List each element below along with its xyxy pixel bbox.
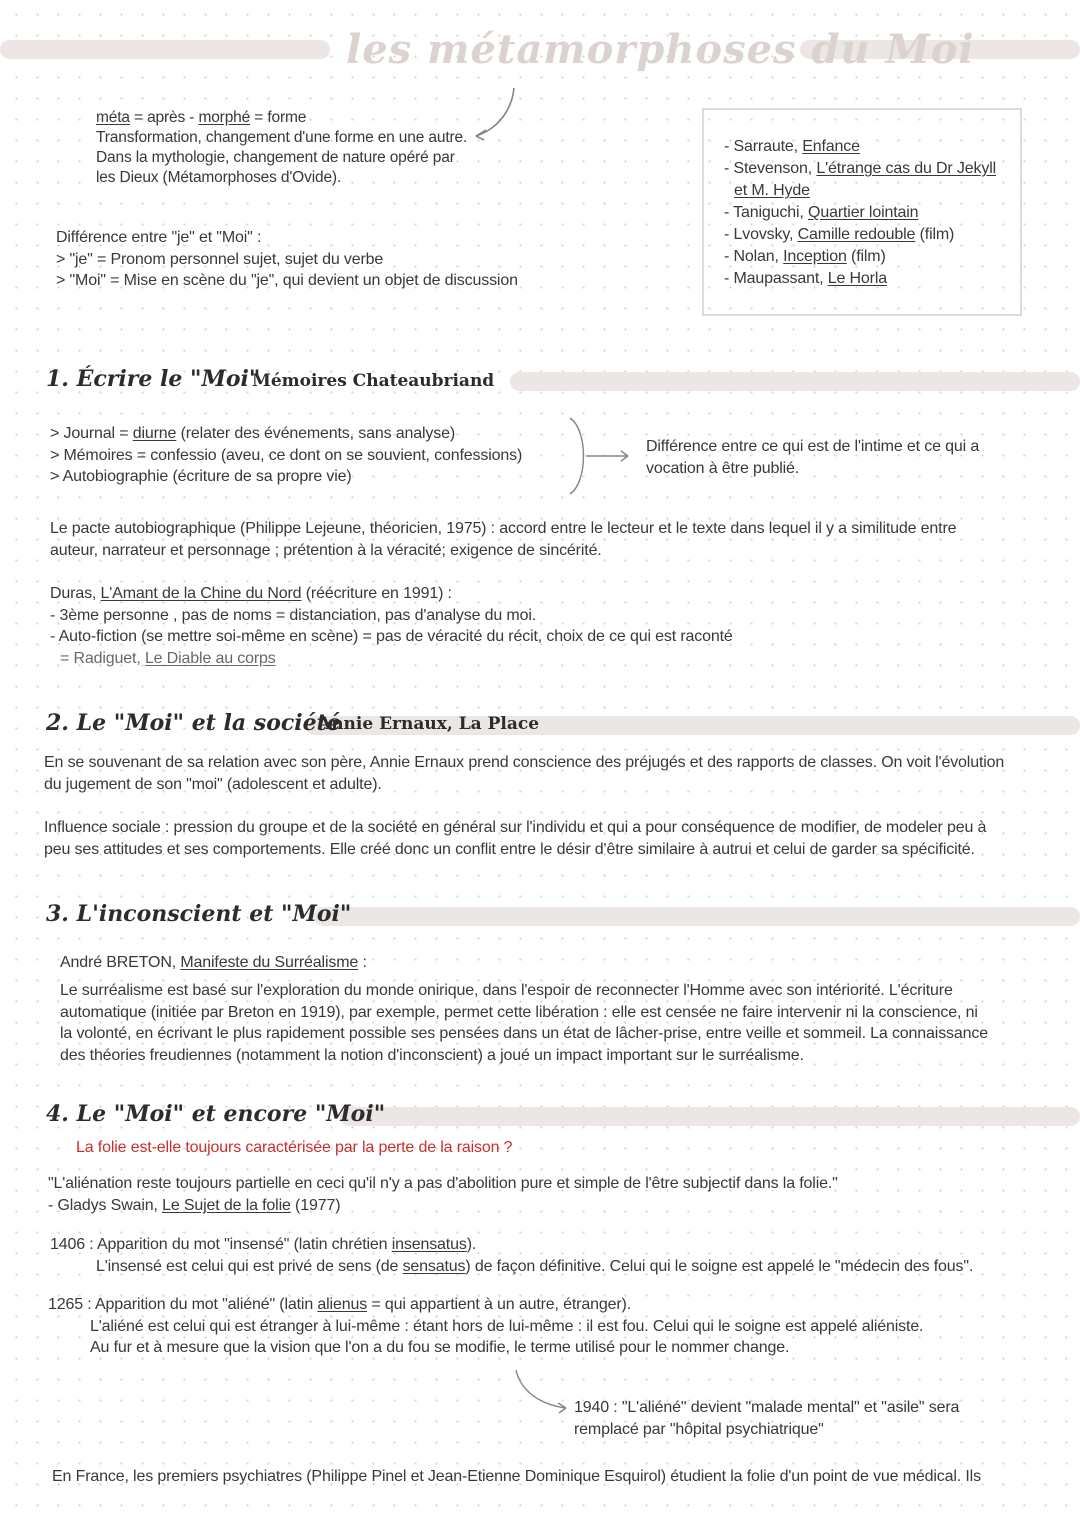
- final-paragraph: En France, les premiers psychiatres (Philippe Pinel et Jean-Etienne Dominique Esquirol) étudient la folie d'un point de vue médical. Ils: [52, 1468, 981, 1485]
- intime-note-line-2: vocation à être publié.: [646, 459, 800, 477]
- pacte-line-2: auteur, narrateur et personnage ; prétention à la véracité; exigence de sincérité.: [50, 541, 602, 559]
- morphe-definition: = forme: [254, 109, 307, 126]
- bracket-arrow-icon: [566, 416, 636, 496]
- curved-arrow-icon: [468, 84, 528, 144]
- meta-term: méta: [96, 109, 130, 126]
- section2-p1-line-1: En se souvenant de sa relation avec son père, Annie Ernaux prend conscience des préjugés et des rapports de classes. On voit l'évolution: [44, 754, 1005, 771]
- reference-item: - Lvovsky, Camille redouble (film): [724, 226, 955, 243]
- section1-title: 1. Écrire le "Moi": [46, 366, 261, 392]
- reference-item: - Nolan, Inception (film): [724, 248, 886, 265]
- intime-note-line-1: Différence entre ce qui est de l'intime et ce qui a: [646, 438, 980, 455]
- memoires-line: > Mémoires = confessio (aveu, ce dont on se souvient, confessions): [50, 446, 523, 464]
- reference-item: - Sarraute, Enfance: [724, 138, 860, 155]
- section2-title: 2. Le "Moi" et la société: [46, 710, 341, 736]
- section3-line-2: automatique (initiée par Breton en 1919), par exemple, permet cette libération : elle est censée ne faire intervenir ni la conscience, ni: [60, 1003, 978, 1021]
- curved-arrow-icon-2: [510, 1368, 572, 1414]
- section1-subtitle: Mémoires Chateaubriand: [252, 371, 495, 391]
- year-1265: [48, 1294, 923, 1359]
- swain-quote: [48, 1173, 838, 1216]
- references-list: [724, 136, 996, 290]
- autobio-line: > Autobiographie (écriture de sa propre vie): [50, 468, 352, 485]
- section3-title: 3. L'inconscient et "Moi": [46, 901, 352, 927]
- reference-item: - Maupassant, Le Horla: [724, 270, 888, 287]
- duras-bullet-1: - 3ème personne , pas de noms = distanciation, pas d'analyse du moi.: [50, 606, 537, 624]
- folie-question: La folie est-elle toujours caractérisée par la perte de la raison ?: [76, 1139, 513, 1156]
- duras-block: [50, 583, 733, 669]
- year-1265-line-2: L'aliéné est celui qui est étranger à lui-même : étant hors de lui-même : il est fou. Celui qui le soigne est appelé aliéniste.: [90, 1317, 924, 1335]
- radiguet-line: = Radiguet, Le Diable au corps: [60, 649, 276, 667]
- year-1940-line-2: remplacé par "hôpital psychiatrique": [574, 1420, 824, 1438]
- section2-p2-line-2: peu ses attitudes et ses comportements. Elle créé donc un conflit entre le désir d'être similaire à autrui et celui de garder sa spécificité.: [44, 840, 975, 858]
- section1-bar: [510, 372, 1080, 391]
- morphe-term: morphé: [198, 109, 251, 126]
- duras-bullet-2: - Auto-fiction (se mettre soi-même en scène) = pas de véracité du récit, choix de ce qui est raconté: [50, 628, 733, 645]
- section1-list: [50, 423, 522, 488]
- quote-author: - Gladys Swain, Le Sujet de la folie (1977): [48, 1196, 341, 1214]
- section3-line-1: Le surréalisme est basé sur l'exploration du monde onirique, dans l'espoir de reconnecter l'Homme avec son intériorité. L'écriture: [60, 982, 953, 999]
- section3-bar: [314, 907, 1080, 926]
- intime-note: [646, 436, 979, 479]
- duras-heading: Duras, L'Amant de la Chine du Nord (réécriture en 1991) :: [50, 585, 452, 602]
- section2-paragraph-2: [44, 817, 986, 860]
- difference-heading: Différence entre "je" et "Moi" :: [56, 229, 262, 246]
- section4-bar: [340, 1107, 1080, 1126]
- section2-paragraph-1: [44, 752, 1004, 795]
- breton-work: Manifeste du Surréalisme: [180, 954, 359, 971]
- difference-moi: > "Moi" = Mise en scène du "je", qui devient un objet de discussion: [56, 272, 518, 289]
- journal-line: > Journal = diurne (relater des événements, sans analyse): [50, 425, 456, 442]
- difference-je: > "je" = Pronom personnel sujet, sujet du verbe: [56, 250, 384, 268]
- section2-subtitle: Annie Ernaux, La Place: [318, 714, 540, 734]
- year-1265-line-1: 1265 : Apparition du mot "aliéné" (latin alienus = qui appartient à un autre, étranger).: [48, 1296, 632, 1313]
- year-1940: [574, 1397, 959, 1440]
- section3-paragraph: [60, 980, 988, 1066]
- etymology-line-4: les Dieux (Métamorphoses d'Ovide).: [96, 169, 342, 186]
- year-1265-line-3: Au fur et à mesure que la vision que l'on a du fou se modifie, le terme utilisé pour le nommer change.: [90, 1339, 790, 1356]
- section4-title: 4. Le "Moi" et encore "Moi": [46, 1101, 386, 1127]
- reference-item: - Taniguchi, Quartier lointain: [724, 204, 919, 221]
- year-1940-line-1: 1940 : "L'aliéné" devient "malade mental" et "asile" sera: [574, 1399, 960, 1416]
- pacte-paragraph: [50, 518, 956, 561]
- year-1406: [50, 1234, 973, 1277]
- meta-definition: = après -: [134, 109, 195, 126]
- header-bar-left: [0, 40, 330, 59]
- etymology-block: [96, 108, 467, 188]
- etymology-line-3: Dans la mythologie, changement de nature opéré par: [96, 149, 455, 166]
- breton-heading: André BRETON, Manifeste du Surréalisme :: [60, 954, 367, 971]
- section3-line-4: des théories freudiennes (notamment la notion d'inconscient) a joué un impact important sur le surréalisme.: [60, 1046, 804, 1064]
- year-1406-line-1: 1406 : Apparition du mot "insensé" (latin chrétien insensatus).: [50, 1236, 477, 1253]
- etymology-line-2: Transformation, changement d'une forme en une autre.: [96, 129, 468, 146]
- section2-p1-line-2: du jugement de son "moi" (adolescent et adulte).: [44, 775, 382, 793]
- reference-item: et M. Hyde: [734, 182, 810, 199]
- difference-block: [56, 227, 518, 292]
- quote-text: "L'aliénation reste toujours partielle en ceci qu'il n'y a pas d'abolition pure et simple de l'être subjectif dans la folie.": [48, 1175, 838, 1192]
- year-1406-line-2: L'insensé est celui qui est privé de sens (de sensatus) de façon définitive. Celui qui le soigne est appelé le "médecin des fous".: [96, 1257, 974, 1275]
- references-box: [702, 108, 1022, 316]
- breton-author: André BRETON,: [60, 954, 181, 971]
- section3-line-3: la volonté, en écrivant le plus rapidement possible ses pensées dans un état de lâcher-prise, entre veille et sommeil. La connaissance: [60, 1025, 988, 1042]
- reference-item: - Stevenson, L'étrange cas du Dr Jekyll: [724, 160, 997, 177]
- page-title: les métamorphoses du Moi: [346, 26, 975, 73]
- section2-p2-line-1: Influence sociale : pression du groupe et de la société en général sur l'individu et qui a pour conséquence de modifier, de modeler peu à: [44, 819, 987, 836]
- etymology-line-1: [96, 108, 467, 128]
- pacte-line-1: Le pacte autobiographique (Philippe Lejeune, théoricien, 1975) : accord entre le lecteur et le texte dans lequel il y a similitude entre: [50, 520, 957, 537]
